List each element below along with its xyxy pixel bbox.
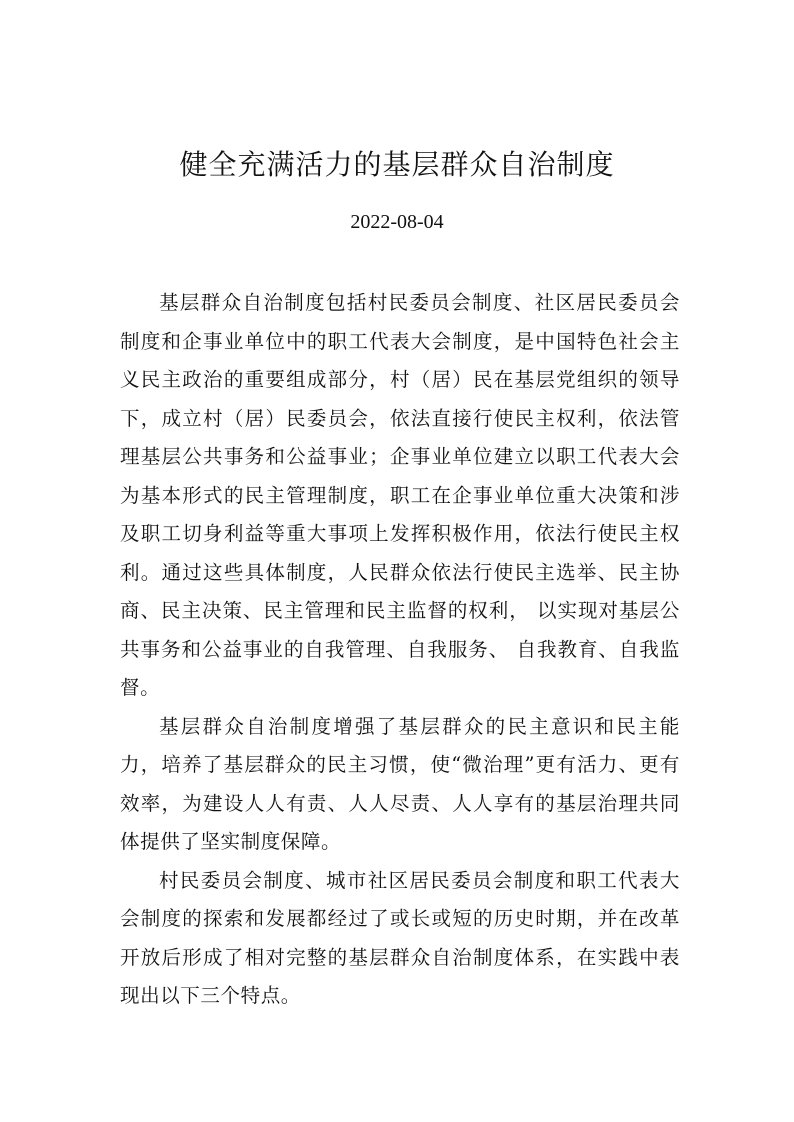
body-paragraph: 村民委员会制度、城市社区居民委员会制度和职工代表大会制度的探索和发展都经过了或长或短的历史时期，并在改革开放后形成了相对完整的基层群众自治制度体系，在实践中表现出以下三个特点。 bbox=[120, 868, 680, 1007]
body-paragraph: 基层群众自治制度包括村民委员会制度、社区居民委员会制度和企事业单位中的职工代表大会制度，是中国特色社会主义民主政治的重要组成部分，村（居）民在基层党组织的领导下，成立村（居）民委员会，依法直接行使民主权利，依法管理基层公共事务和公益事业；企事业单位建立以职工代表大会为基本形式的民主管理制度，职工在企事业单位重大决策和涉及职工切身利益等重大事项上发挥积极作用，依法行使民主权利。通过这些具体制度，人民群众依法行使民主选举、民主协商、民主决策、民主管理和民主监督的权利， 以实现对基层公共事务和公益事业的自我管理、自我服务、 自我教育、自我监督。 bbox=[120, 291, 680, 699]
document-title: 健全充满活力的基层群众自治制度 bbox=[179, 148, 615, 181]
body-paragraph: 基层群众自治制度增强了基层群众的民主意识和民主能力，培养了基层群众的民主习惯，使“微治理”更有活力、更有效率，为建设人人有责、人人尽责、人人享有的基层治理共同体提供了坚实制度保障。 bbox=[120, 714, 680, 853]
document-body bbox=[120, 284, 680, 1016]
document-date: 2022-08-04 bbox=[350, 211, 444, 233]
